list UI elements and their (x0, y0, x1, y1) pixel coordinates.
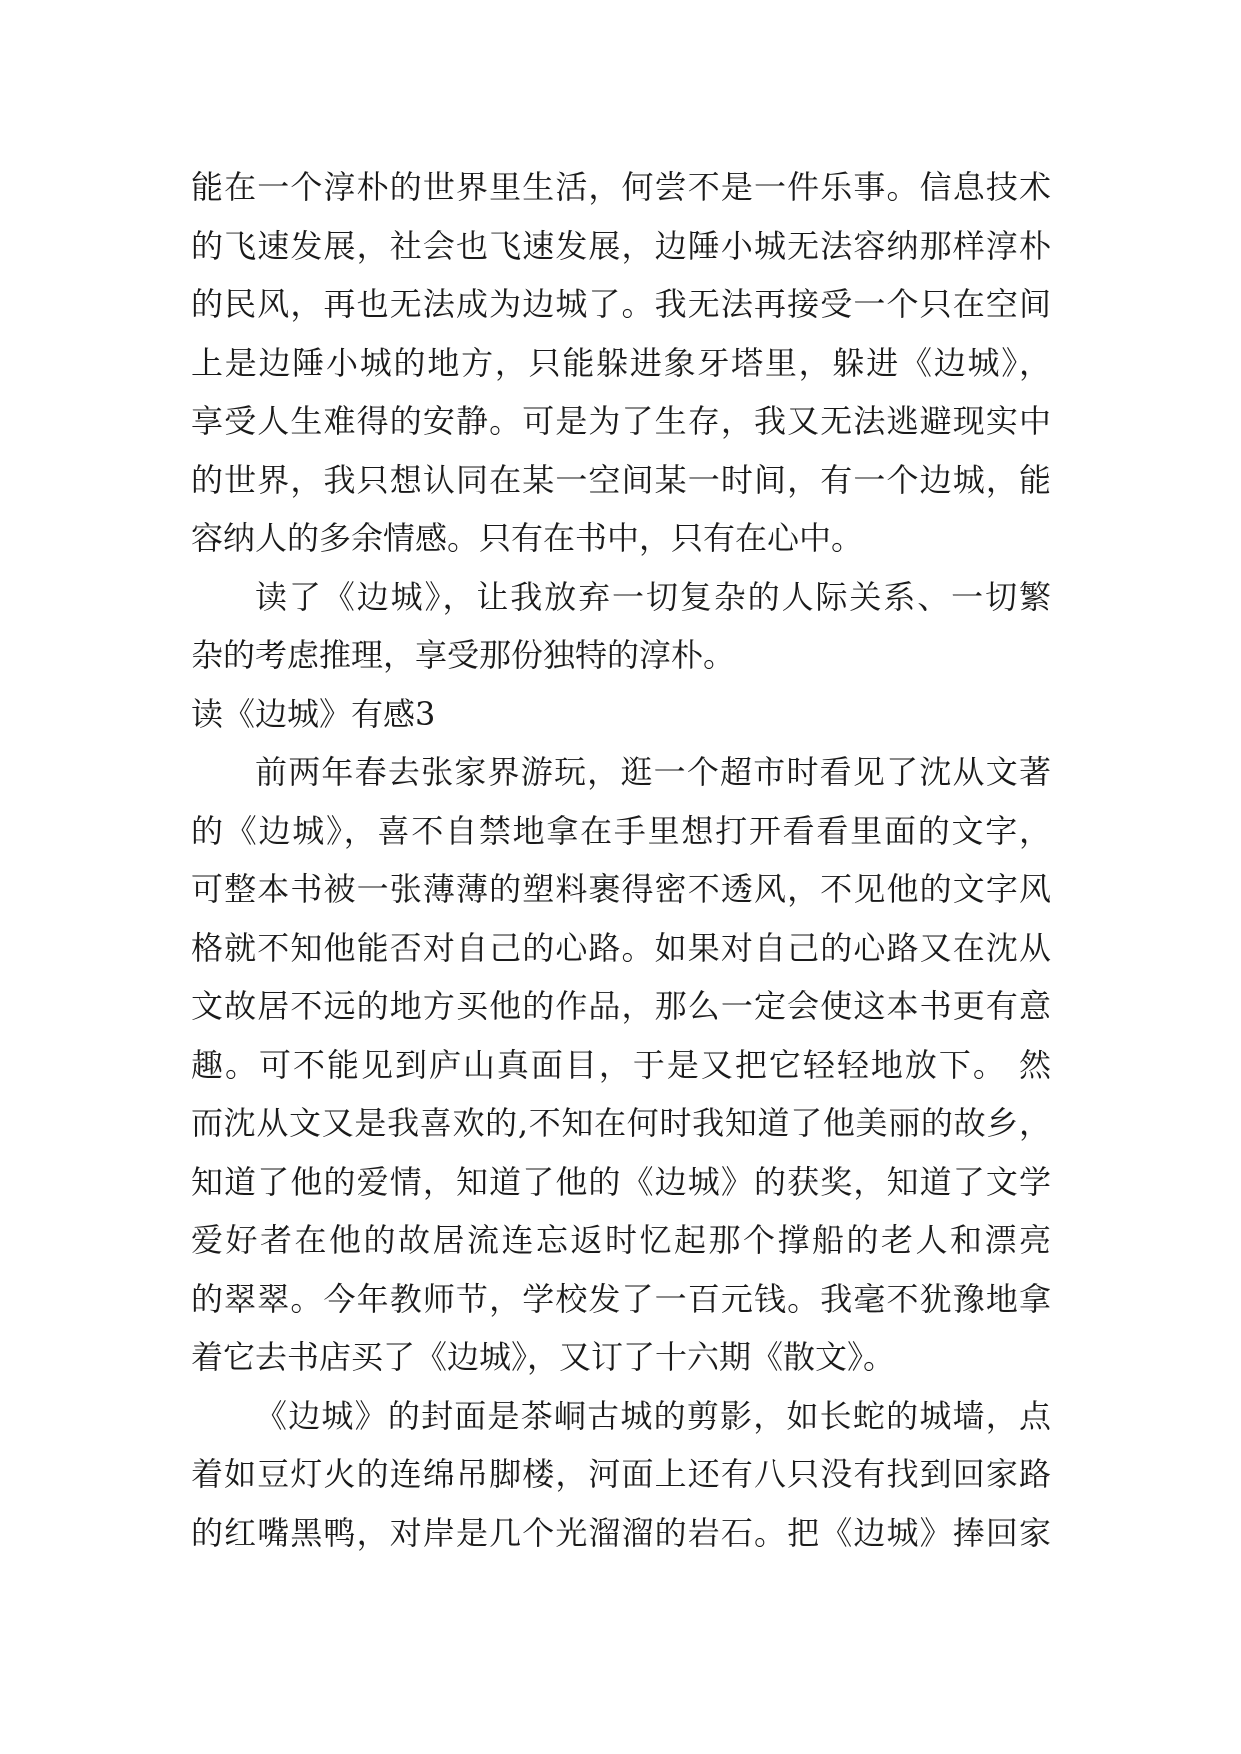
text-line: 的飞速发展，社会也飞速发展，边陲小城无法容纳那样淳朴 (191, 226, 1051, 265)
section-heading: 读《边城》有感3 (191, 694, 436, 733)
text-line: 读了《边城》，让我放弃一切复杂的人际关系、一切繁 (255, 577, 1051, 616)
text-line: 知道了他的爱情，知道了他的《边城》的获奖，知道了文学 (191, 1162, 1051, 1201)
text-line: 格就不知他能否对自己的心路。如果对自己的心路又在沈从 (191, 928, 1051, 967)
paragraph-3 (191, 743, 1051, 1387)
text-line: 享受人生难得的安静。可是为了生存，我又无法逃避现实中 (191, 402, 1051, 440)
text-line: 杂的考虑推理，享受那份独特的淳朴。 (191, 636, 736, 674)
text-line: 的翠翠。今年教师节，学校发了一百元钱。我毫不犹豫地拿 (191, 1279, 1051, 1318)
text-line: 的世界，我只想认同在某一空间某一时间，有一个边城，能 (191, 460, 1051, 499)
text-line: 的红嘴黑鸭，对岸是几个光溜溜的岩石。把《边城》捧回家 (191, 1513, 1051, 1552)
text-line: 《边城》的封面是茶峒古城的剪影，如长蛇的城墙，点 (255, 1396, 1051, 1435)
text-line: 前两年春去张家界游玩，逛一个超市时看见了沈从文著 (255, 753, 1051, 791)
text-line: 文故居不远的地方买他的作品，那么一定会使这本书更有意 (191, 987, 1051, 1025)
text-line: 而沈从文又是我喜欢的,不知在何时我知道了他美丽的故乡， (191, 1104, 1051, 1142)
text-line: 上是边陲小城的地方，只能躲进象牙塔里，躲进《边城》， (191, 343, 1051, 382)
text-line: 爱好者在他的故居流连忘返时忆起那个撑船的老人和漂亮 (191, 1221, 1051, 1259)
paragraph-4 (191, 1387, 1051, 1563)
text-line: 可整本书被一张薄薄的塑料裹得密不透风，不见他的文字风 (191, 870, 1051, 908)
document-body (191, 158, 1051, 1562)
paragraph-2 (191, 568, 1051, 685)
text-line: 的民风，再也无法成为边城了。我无法再接受一个只在空间 (191, 285, 1051, 323)
text-line: 的《边城》，喜不自禁地拿在手里想打开看看里面的文字， (191, 811, 1051, 850)
paragraph-1 (191, 158, 1051, 568)
text-line: 着如豆灯火的连绵吊脚楼，河面上还有八只没有找到回家路 (191, 1455, 1051, 1493)
text-line: 能在一个淳朴的世界里生活，何尝不是一件乐事。信息技术 (191, 168, 1051, 206)
text-line: 着它去书店买了《边城》，又订了十六期《散文》。 (191, 1338, 896, 1376)
text-line: 趣。可不能见到庐山真面目，于是又把它轻轻地放下。 然 (191, 1045, 1051, 1084)
text-line: 容纳人的多余情感。只有在书中，只有在心中。 (191, 519, 864, 557)
